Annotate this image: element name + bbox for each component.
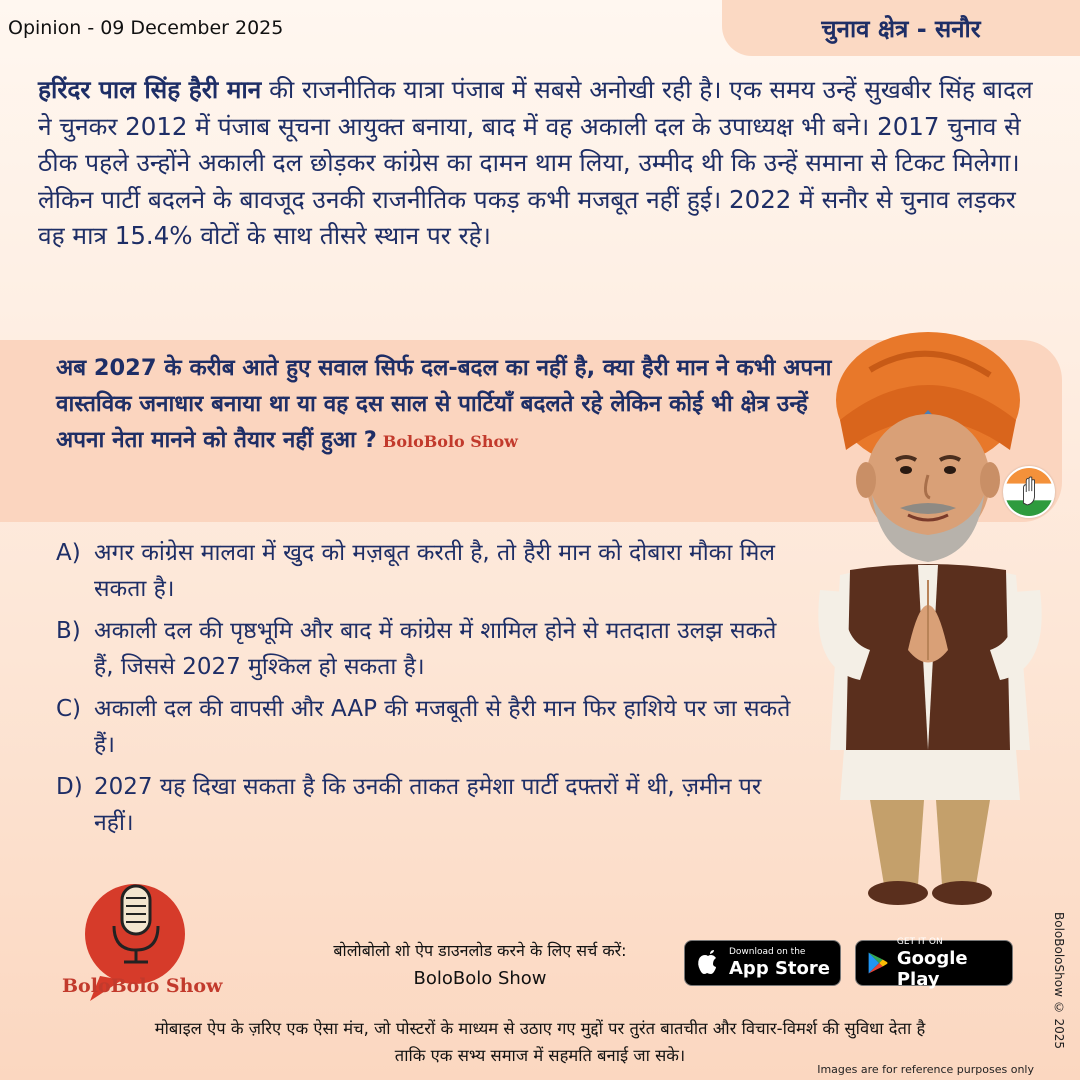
question-text: [56, 350, 836, 460]
option-text: 2027 यह दिखा सकता है कि उनकी ताकत हमेशा पार्टी दफ्तरों में थी, ज़मीन पर नहीं।: [94, 774, 762, 836]
option-text: अकाली दल की पृष्ठभूमि और बाद में कांग्रेस में शामिल होने से मतदाता उलझ सकते हैं, जिससे 2027 मुश्किल हो सकता है।: [94, 618, 777, 680]
intro-body: की राजनीतिक यात्रा पंजाब में सबसे अनोखी रही है। एक समय उन्हें सुखबीर सिंह बादल ने चुनकर 2012 में पंजाब सूचना आयुक्त बनाया, बाद में वह अकाली दल के उपाध्यक्ष भी बने। 2017 चुनाव से ठीक पहले उन्होंने अकाली दल छोड़कर कांग्रेस का दामन थाम लिया, उम्मीद थी कि उन्हें समाना से टिकट मिलेगा। लेकिन पार्टी बदलने के बावजूद उनकी राजनीतिक पकड़ कभी मजबूत नहीं हुई। 2022 में सनौर से चुनाव लड़कर वह मात्र 15.4% वोटों के साथ तीसरे स्थान पर रहे।: [38, 75, 1033, 250]
brand-logo-text: BoloBolo Show: [62, 975, 223, 997]
constituency-label: चुनाव क्षेत्र - सनौर: [821, 14, 981, 43]
option-c[interactable]: [56, 691, 796, 763]
download-prompt: [280, 937, 680, 993]
constituency-tab: [722, 0, 1080, 56]
appstore-label: App Store: [729, 958, 830, 979]
google-play-icon: [866, 949, 889, 977]
option-b[interactable]: [56, 613, 796, 685]
option-letter: D): [56, 774, 83, 800]
apple-icon: [695, 949, 721, 977]
image-disclaimer: Images are for reference purposes only: [817, 1063, 1034, 1076]
option-letter: A): [56, 540, 81, 566]
download-instruction: बोलोबोलो शो ऐप डाउनलोड करने के लिए सर्च करें:: [333, 941, 627, 960]
politician-caricature: [800, 330, 1060, 910]
option-d[interactable]: [56, 769, 796, 841]
congress-hand-logo-icon: [1003, 466, 1055, 518]
mission-line-2: ताकि एक सभ्य समाज में सहमति बनाई जा सके।: [394, 1046, 686, 1065]
app-store-button[interactable]: [684, 940, 841, 986]
mission-line-1: मोबाइल ऐप के ज़रिए एक ऐसा मंच, जो पोस्टरों के माध्यम से उठाए गए मुद्दों पर तुरंत बातचीत और विचार-विमर्श की सुविधा देता है: [154, 1019, 926, 1038]
question-body: अब 2027 के करीब आते हुए सवाल सिर्फ दल-बदल का नहीं है, क्या हैरी मान ने कभी अपना वास्तविक जनाधार बनाया था या वह दस साल से पार्टियाँ बदलते रहे लेकिन कोई भी क्षेत्र उन्हें अपना नेता मानने को तैयार नहीं हुआ ?: [56, 355, 832, 453]
question-watermark: BoloBolo Show: [382, 432, 518, 451]
option-letter: B): [56, 618, 81, 644]
googleplay-label: Google Play: [896, 947, 968, 990]
app-name: BoloBolo Show: [413, 968, 547, 989]
option-a[interactable]: [56, 535, 796, 607]
option-text: अगर कांग्रेस मालवा में खुद को मज़बूत करती है, तो हैरी मान को दोबारा मौका मिल सकता है।: [94, 540, 775, 602]
googleplay-small-label: GET IT ON: [896, 936, 943, 947]
intro-paragraph: [38, 72, 1038, 255]
mission-statement: [30, 1015, 1050, 1069]
option-text: अकाली दल की वापसी और AAP की मजबूती से हैरी मान फिर हाशिये पर जा सकते हैं।: [94, 696, 791, 758]
google-play-button[interactable]: [855, 936, 1013, 990]
copyright-notice: BoloBoloShow © 2025: [1052, 912, 1066, 1050]
option-letter: C): [56, 696, 82, 722]
answer-options: [56, 535, 796, 847]
politician-name: हरिंदर पाल सिंह हैरी मान: [38, 75, 262, 104]
dateline: Opinion - 09 December 2025: [8, 17, 284, 39]
appstore-small-label: Download on the: [729, 947, 806, 957]
